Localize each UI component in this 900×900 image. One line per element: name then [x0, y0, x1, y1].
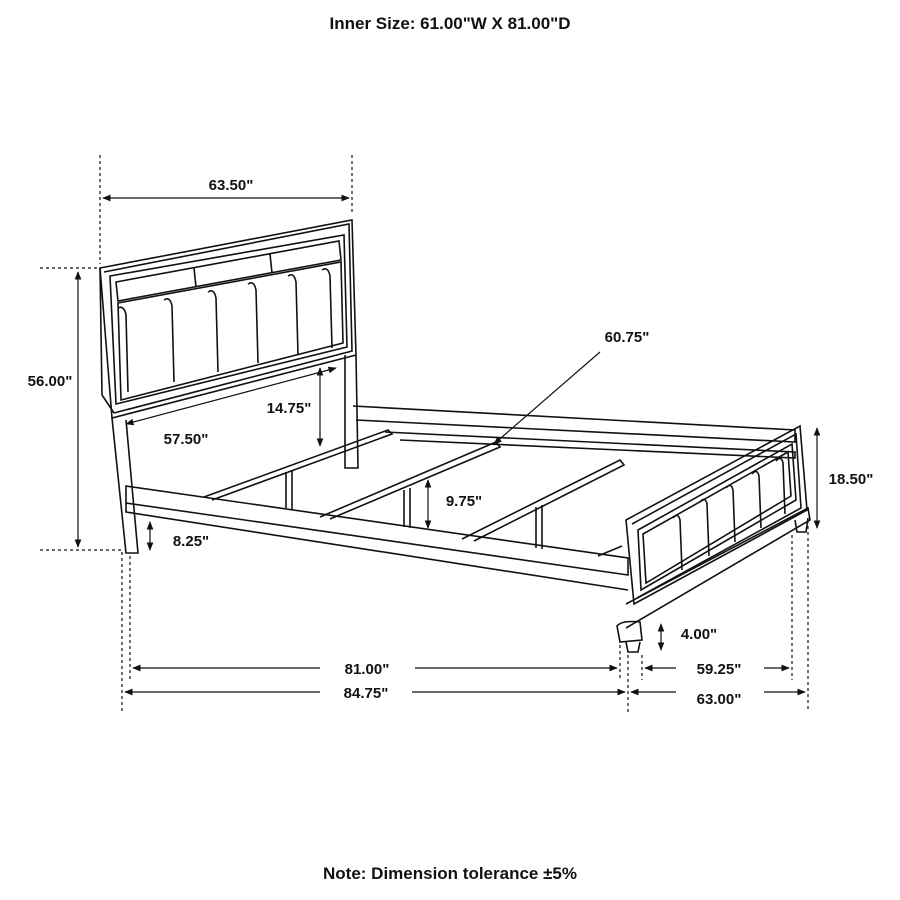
footboard	[617, 426, 810, 652]
dim-inner-length: 81.00"	[344, 661, 390, 678]
dim-footboard-height: 18.50"	[828, 471, 874, 488]
dim-overall-length: 84.75"	[343, 685, 389, 702]
dim-headboard-panel-width: 57.50"	[163, 431, 209, 448]
dim-side-rail-clearance: 8.25"	[172, 533, 210, 550]
diagram-title: Inner Size: 61.00"W X 81.00"D	[329, 14, 571, 33]
dim-rail-height: 9.75"	[445, 493, 483, 510]
headboard	[100, 220, 358, 553]
dim-headboard-width: 63.50"	[208, 177, 254, 194]
dim-headboard-rail-height: 14.75"	[266, 400, 312, 417]
dim-foot-clearance: 4.00"	[680, 626, 718, 643]
dim-footboard-inner-width: 59.25"	[696, 661, 742, 678]
dim-footboard-width: 63.00"	[696, 691, 742, 708]
tolerance-note: Note: Dimension tolerance ±5%	[323, 864, 577, 883]
dim-headboard-height: 56.00"	[27, 373, 73, 390]
dim-slat-length: 60.75"	[604, 329, 650, 346]
